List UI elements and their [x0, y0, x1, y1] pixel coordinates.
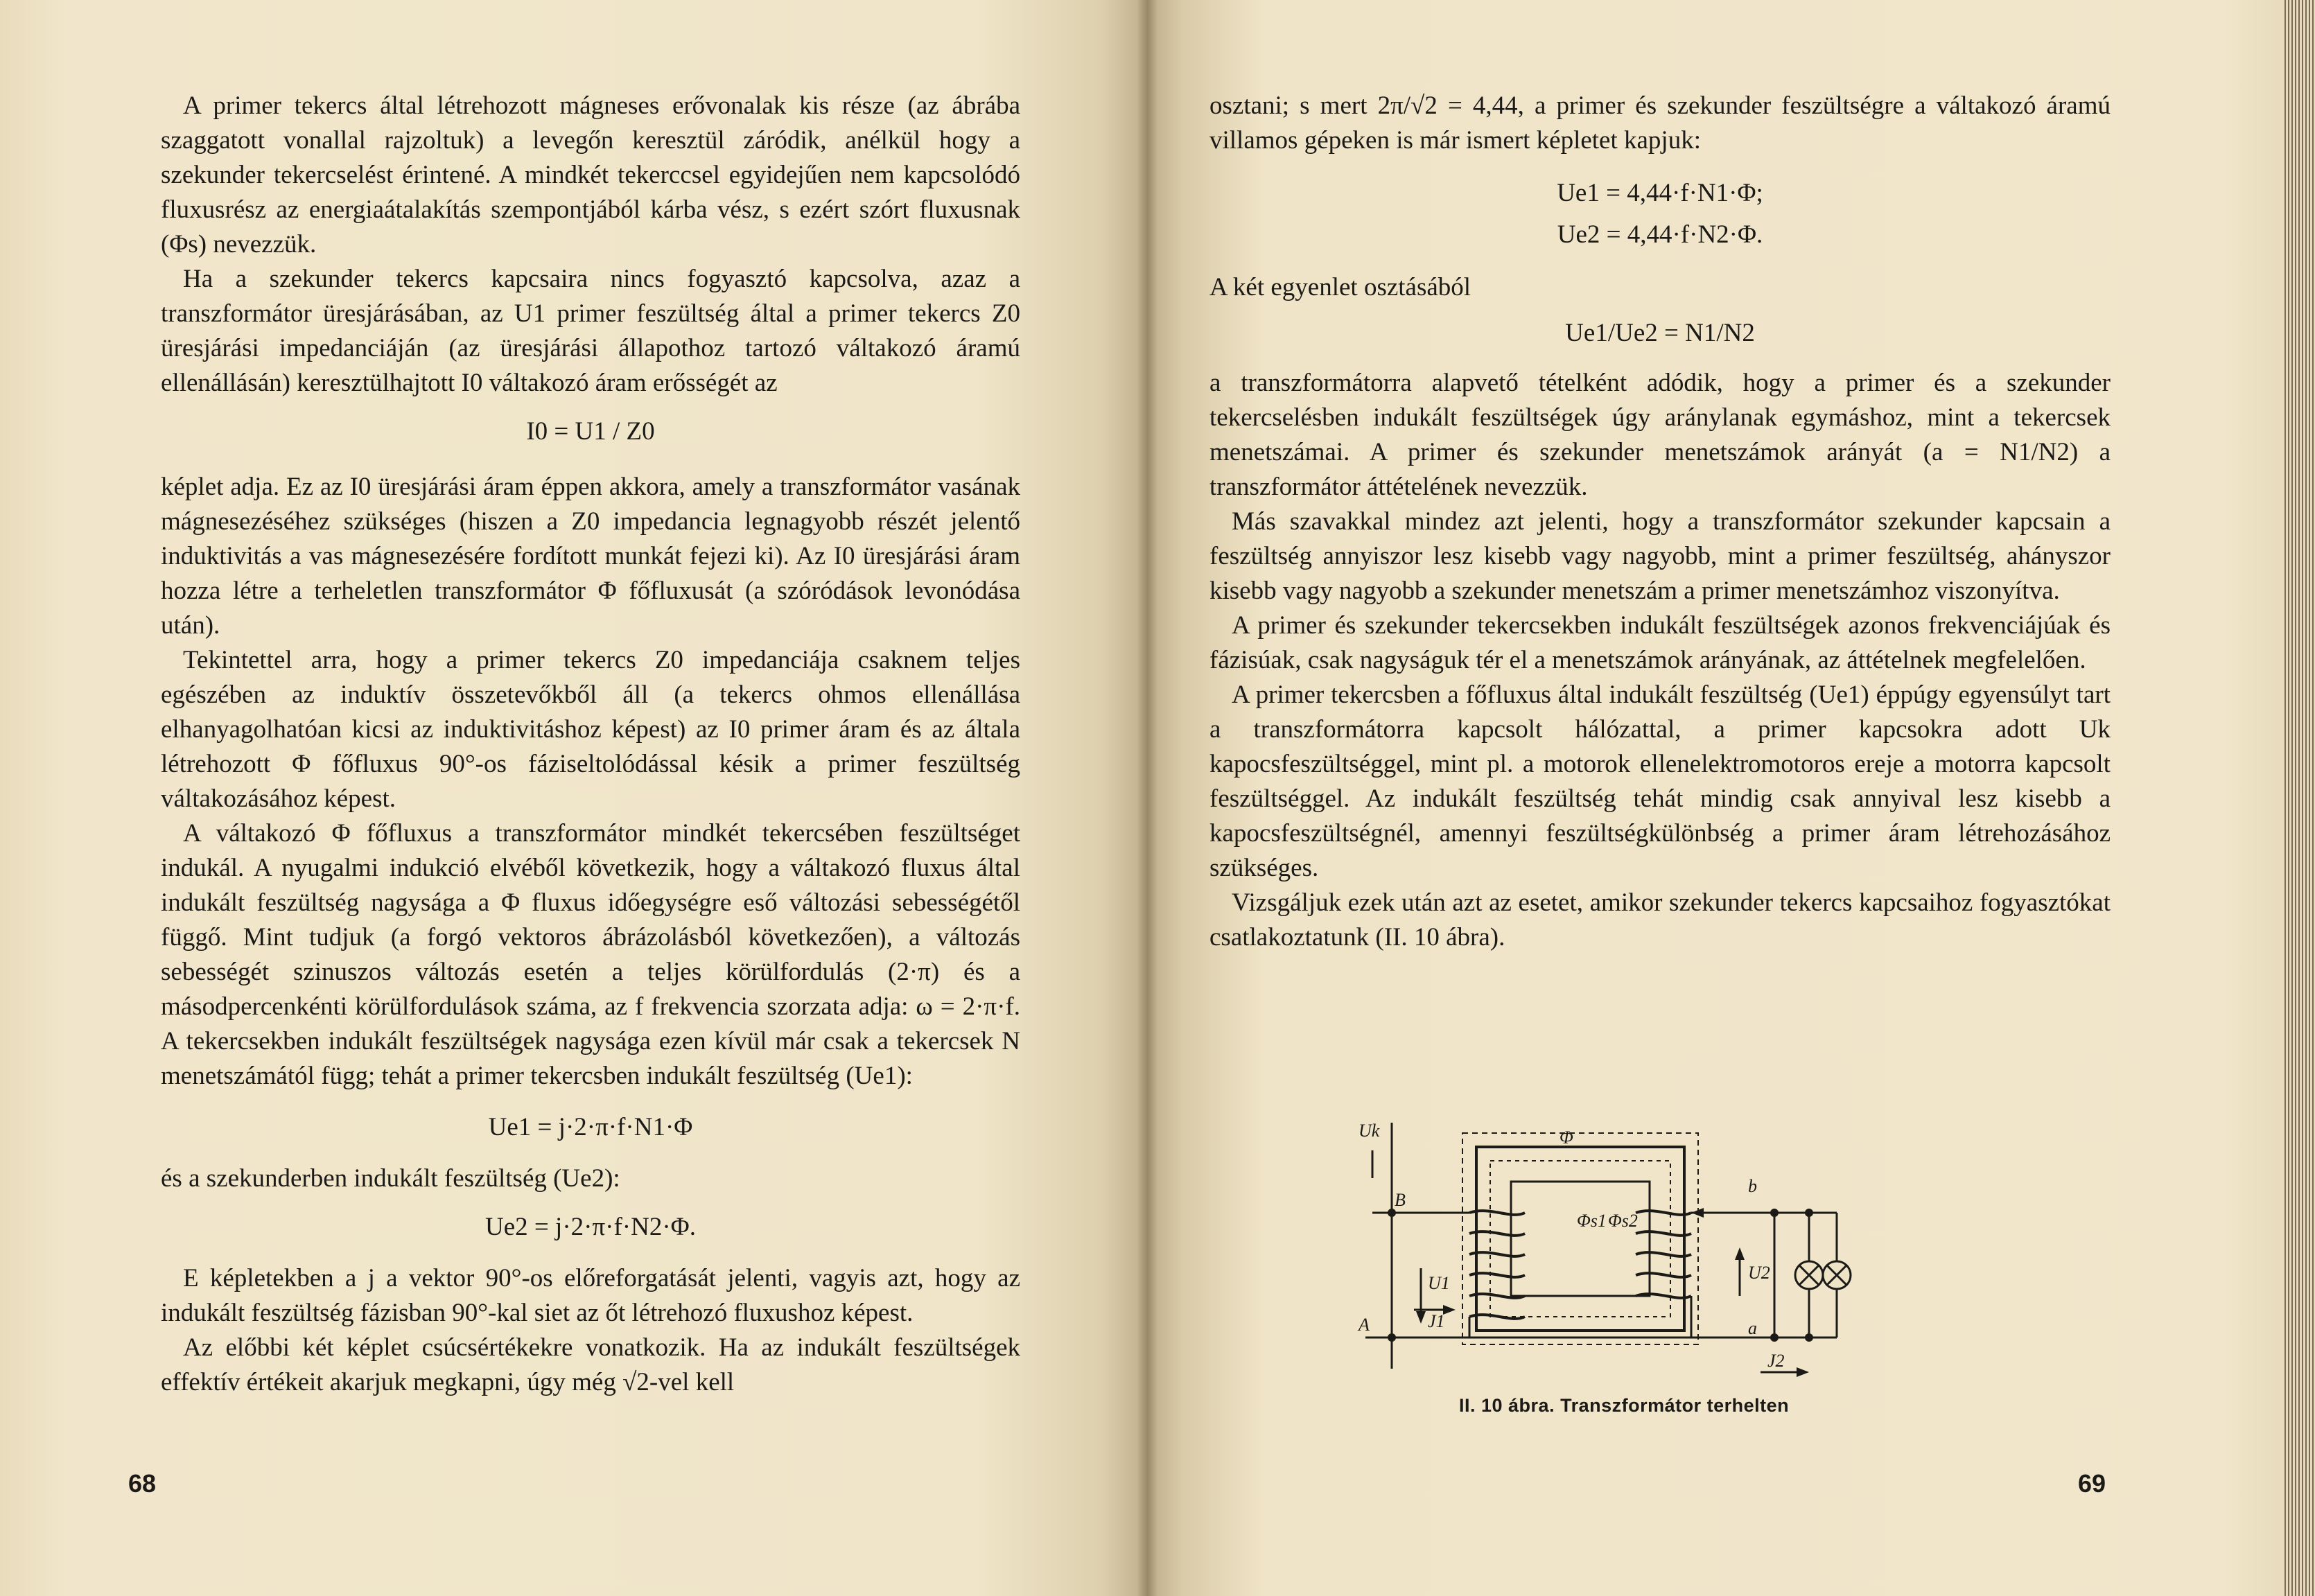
paragraph: Más szavakkal mindez azt jelenti, hogy a transzformátor szekunder kapcsain a feszültség annyiszor lesz kisebb vagy nagyobb, mint a primer feszültség, ahányszor kisebb vagy nagyobb a szekunder menetszám a primer menetszámhoz viszonyítva. — [1209, 507, 2111, 605]
paragraph: osztani; s mert 2π/√2 = 4,44, a primer és szekunder feszültségre a váltakozó áramú villamos gépeken is már ismert képletet kapjuk: — [1209, 91, 2111, 155]
equation-ratio: Ue1/Ue2 = N1/N2 — [1565, 319, 1755, 347]
figure-caption: II. 10 ábra. Transzformátor terhelten — [1459, 1395, 1790, 1416]
paragraph: A primer és szekunder tekercsekben indukált feszültségek azonos frekvenciájúak és fázisúak, csak nagyságuk tér el a menetszámok arányának, az áttételnek megfelelően. — [1209, 611, 2111, 674]
label-uk: Uk — [1359, 1121, 1380, 1141]
equation-i0: I0 = U1 / Z0 — [526, 417, 655, 446]
page-number-right: 69 — [2078, 1469, 2106, 1498]
paragraph: Ha a szekunder tekercs kapcsaira nincs fogyasztó kapcsolva, azaz a transzformátor üresjárásában, az U1 primer feszültség által a primer tekercs Z0 üresjárási impedanciáján (az üresjárási állapothoz tartozó váltakozó áramú ellenállásán) keresztülhajtott I0 váltakozó áram erősségét az — [161, 265, 1020, 397]
paragraph: E képletekben a j a vektor 90°-os előreforgatását jelenti, vagyis azt, hogy az indukált feszültség fázisban 90°-kal siet az őt létrehozó fluxushoz képest. — [161, 1264, 1020, 1327]
label-b-upper: B — [1395, 1190, 1406, 1210]
page-number-left: 68 — [128, 1469, 157, 1498]
label-a-lower: a — [1748, 1318, 1757, 1338]
book-fold — [1137, 0, 1158, 1596]
label-phi-s1: Φs1 — [1577, 1211, 1607, 1231]
equation-ue1: Ue1 = j·2·π·f·N1·Φ — [488, 1113, 693, 1141]
label-u1: U1 — [1428, 1273, 1450, 1293]
paragraph: a transzformátorra alapvető tételként adódik, hogy a primer és a szekunder tekercselésben indukált feszültségek úgy aránylanak egymáshoz, mint a tekercsek menetszámai. A primer és szekunder menetszámok arányát (a = N1/N2) a transzformátor áttételének nevezzük. — [1209, 369, 2111, 501]
right-page-text — [1209, 89, 2111, 955]
label-phi: Φ — [1560, 1128, 1573, 1148]
paragraph: A váltakozó Φ főfluxus a transzformátor mindkét tekercsében feszültséget indukál. A nyugalmi indukció elvéből következik, hogy a váltakozó fluxus által indukált feszültség nagysága a Φ fluxus időegységre eső változási sebességétől függő. Mint tudjuk (a forgó vektoros ábrázolásból következően), a változás sebességét szinuszos változás esetén a teljes körülfordulás (2·π) és a másodpercenkénti körülfordulások száma, az f frekvencia szorzata adja: ω = 2·π·f. A tekercsekben indukált feszültségek nagysága ezen kívül már csak a tekercsek N menetszámától függ; tehát a primer tekercsben indukált feszültség (Ue1): — [161, 819, 1020, 1090]
equation-ue1-eff: Ue1 = 4,44·f·N1·Φ; — [1557, 179, 1763, 207]
transformer-diagram — [1352, 1109, 1906, 1379]
paragraph: és a szekunderben indukált feszültség (Ue2): — [161, 1164, 620, 1193]
paragraph: A primer tekercs által létrehozott mágneses erővonalak kis része (az ábrába szaggatott vonallal rajzoltuk) a levegőn keresztül záródik, anélkül hogy a szekunder tekercselést érintené. A mindkét tekerccsel egyidejűen nem kapcsolódó fluxusrész az energiaátalakítás szempontjából kárba vész, s ezért szórt fluxusnak (Φs) nevezzük. — [161, 91, 1020, 258]
paragraph: Tekintettel arra, hogy a primer tekercs Z0 impedanciája csaknem teljes egészében az induktív összetevőkből áll (a tekercs ohmos ellenállása elhanyagolhatóan kicsi az induktivitáshoz képest) az I0 primer áram és az általa létrehozott Φ főfluxus 90°-os fáziseltolódással késik a primer feszültség váltakozásához képest. — [161, 646, 1020, 813]
label-phi-s2: Φs2 — [1608, 1211, 1638, 1231]
paragraph: képlet adja. Ez az I0 üresjárási áram éppen akkora, amely a transzformátor vasának mágnesezéséhez szükséges (hiszen a Z0 impedancia legnagyobb részét jelentő induktivitás a vas mágnesezésére fordított munkát fejezi ki). Az I0 üresjárási áram hozza létre a terheletlen transzformátor Φ főfluxusát (a szóródások levonódása után). — [161, 473, 1020, 640]
page-edges — [2285, 0, 2315, 1596]
paragraph: Az előbbi két képlet csúcsértékekre vonatkozik. Ha az indukált feszültségek effektív értékeit akarjuk megkapni, úgy még √2-vel kell — [161, 1333, 1020, 1396]
label-j2: J2 — [1767, 1351, 1785, 1371]
left-page-text — [161, 89, 1020, 1400]
paragraph: A két egyenlet osztásából — [1209, 273, 1471, 301]
label-j1: J1 — [1428, 1311, 1445, 1331]
label-b-lower: b — [1748, 1176, 1757, 1196]
paragraph: Vizsgáljuk ezek után azt az esetet, amikor szekunder tekercs kapcsaihoz fogyasztókat csatlakoztatunk (II. 10 ábra). — [1209, 888, 2111, 952]
label-a-upper: A — [1359, 1315, 1370, 1335]
paragraph: A primer tekercsben a főfluxus által indukált feszültség (Ue1) éppúgy egyensúlyt tart a transzformátorra kapcsolt hálózattal, a primer kapcsokra adott Uk kapocsfeszültséggel, mint pl. a motorok ellenelektromotoros ereje a motorra kapcsolt feszültséggel. Az indukált feszültség tehát mindig csak annyival lesz kisebb a kapocsfeszültségnél, amennyi feszültségkülönbség a primer áram létrehozásához szükséges. — [1209, 681, 2111, 882]
equation-ue2: Ue2 = j·2·π·f·N2·Φ. — [485, 1213, 696, 1241]
label-u2: U2 — [1748, 1263, 1770, 1283]
equation-ue2-eff: Ue2 = 4,44·f·N2·Φ. — [1557, 220, 1763, 249]
